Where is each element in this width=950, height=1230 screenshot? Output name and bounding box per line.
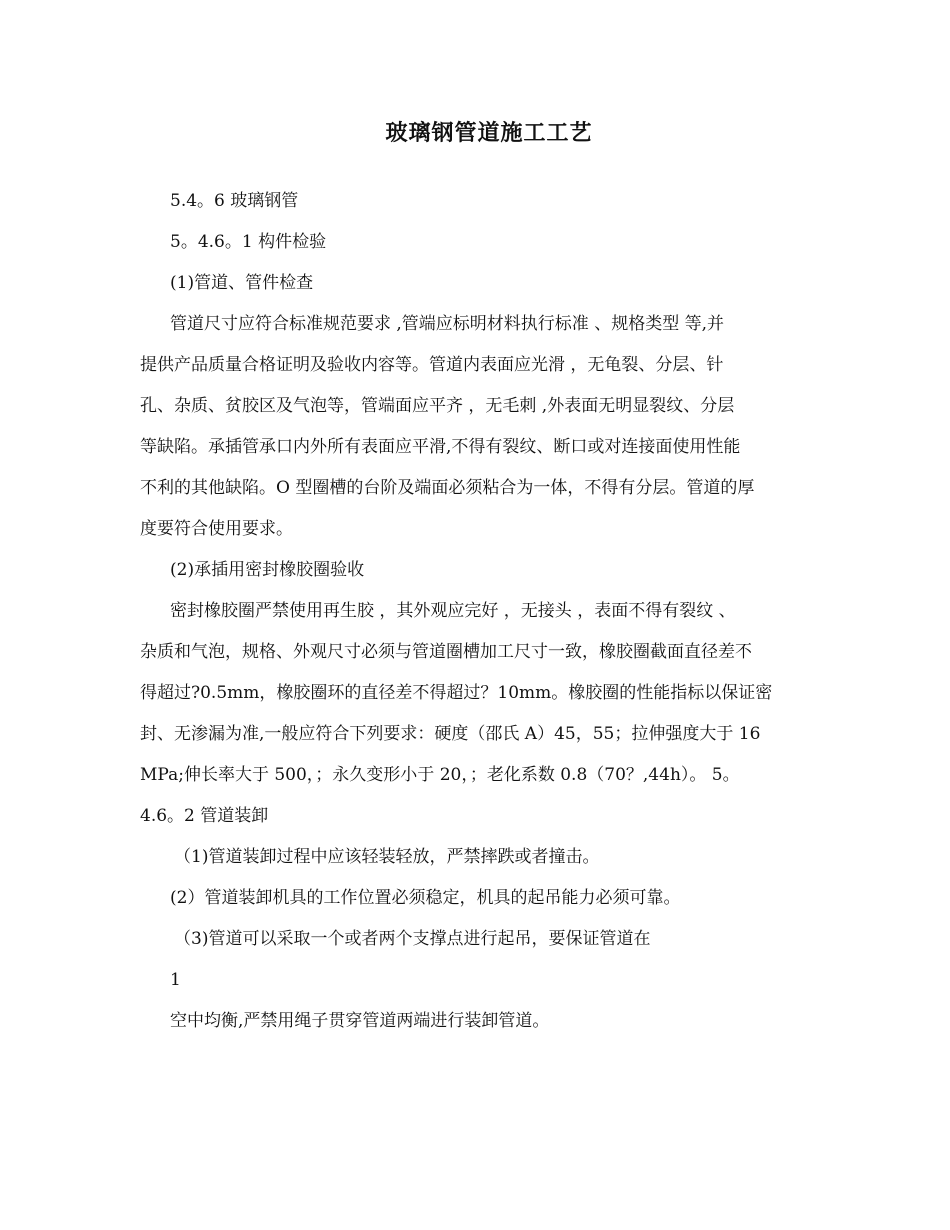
page-number: 1 (170, 970, 181, 990)
list-item: （1)管道装卸过程中应该轻装轻放，严禁摔跌或者撞击。 (174, 847, 600, 867)
item-heading: (1)管道、管件检查 (170, 273, 314, 293)
paragraph-line: 等缺陷。承插管承口内外所有表面应平滑,不得有裂纹、断口或对连接面使用性能 (140, 437, 741, 457)
paragraph-line: 提供产品质量合格证明及验收内容等。管道内表面应光滑 ，无龟裂、分层、针 (140, 355, 724, 375)
document-title: 玻璃钢管道施工工艺 (385, 120, 593, 146)
list-item: （3)管道可以采取一个或者两个支撑点进行起吊，要保证管道在 (174, 929, 651, 949)
paragraph-line: 不利的其他缺陷。O 型圈槽的台阶及端面必须粘合为一体，不得有分层。管道的厚 (140, 478, 755, 498)
subsection-heading: 5。4.6。1 构件检验 (170, 232, 327, 252)
paragraph-line: MPa;伸长率大于 500，；永久变形小于 20，；老化系数 0.8（70？,44h）。 5。 (140, 765, 740, 785)
paragraph-line: 得超过?0.5mm，橡胶圈环的直径差不得超过？10mm。橡胶圈的性能指标以保证密 (140, 683, 773, 703)
paragraph-line: 度要符合使用要求。 (140, 519, 293, 539)
list-item: (2）管道装卸机具的工作位置必须稳定，机具的起吊能力必须可靠。 (170, 888, 681, 908)
item-heading: (2)承插用密封橡胶圈验收 (170, 560, 365, 580)
paragraph-line: 孔、杂质、贫胶区及气泡等，管端面应平齐 ，无毛刺 ,外表面无明显裂纹、分层 (140, 396, 735, 416)
document-body (140, 181, 812, 1042)
paragraph-line: 空中均衡,严禁用绳子贯穿管道两端进行装卸管道。 (170, 1011, 550, 1031)
paragraph-line: 管道尺寸应符合标准规范要求 ,管端应标明材料执行标准 、规格类型 等,并 (170, 314, 725, 334)
subsection-heading: 4.6。2 管道装卸 (140, 806, 269, 826)
paragraph-line: 封、无渗漏为准,一般应符合下列要求：硬度（邵氏 A）45，55；拉伸强度大于 16 (140, 724, 761, 744)
section-heading: 5.4。6 玻璃钢管 (170, 191, 299, 211)
paragraph-line: 杂质和气泡，规格、外观尺寸必须与管道圈槽加工尺寸一致，橡胶圈截面直径差不 (140, 642, 752, 662)
paragraph-line: 密封橡胶圈严禁使用再生胶 ，其外观应完好 ，无接头 ，表面不得有裂纹 、 (170, 601, 736, 621)
